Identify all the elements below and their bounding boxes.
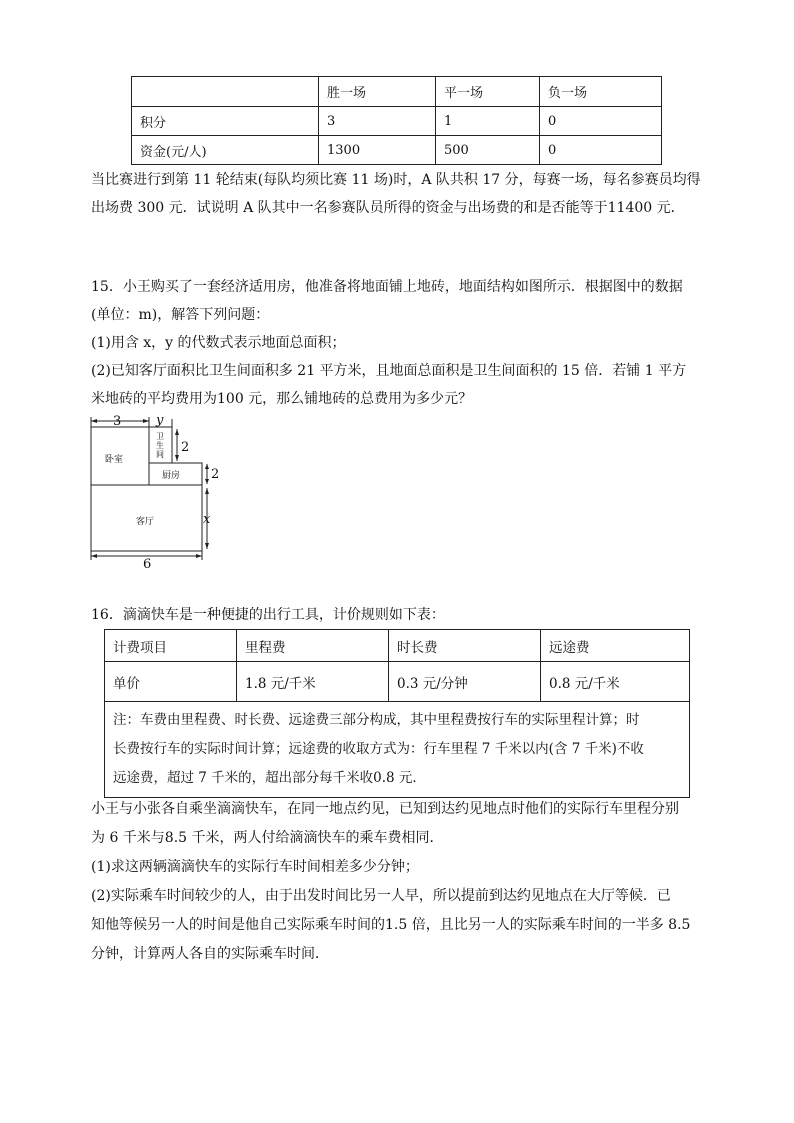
dimension-label: 6	[143, 557, 152, 572]
question-14-text	[91, 166, 711, 222]
text-line: (1)用含 x，y 的代数式表示地面总面积；	[91, 335, 346, 351]
table-cell: 0.8 元/千米	[541, 662, 690, 702]
table-cell: 0	[540, 107, 662, 136]
table-cell: 1	[436, 107, 540, 136]
text-line: (1)求这两辆滴滴快车的实际行车时间相差多少分钟；	[91, 859, 419, 875]
room-label-bathroom: 间	[156, 450, 164, 459]
table-note-row	[105, 702, 690, 798]
text-line: 出场费 300 元．试说明 A 队其中一名参赛队员所得的资金与出场费的和是否能等于11400 元．	[91, 200, 685, 216]
table-header-cell: 胜一场	[319, 77, 436, 107]
room-label-kitchen: 厨房	[162, 471, 181, 481]
table-cell: 3	[319, 107, 436, 136]
room-label-bedroom: 卧室	[105, 455, 124, 465]
fare-table	[104, 629, 690, 798]
text-line: 为 6 千米与8.5 千米，两人付给滴滴快车的乘车费相同．	[91, 830, 444, 846]
room-label-bathroom: 卫	[156, 432, 164, 441]
table-row	[105, 662, 690, 702]
table-cell: 单价	[105, 662, 237, 702]
table-cell: 0	[540, 136, 662, 165]
table-header-row	[105, 630, 690, 662]
table-cell: 1.8 元/千米	[237, 662, 389, 702]
floor-plan-diagram	[86, 410, 226, 575]
table-header-row	[132, 77, 662, 107]
table-header-cell: 里程费	[237, 630, 389, 662]
text-line: (单位：m)，解答下列问题：	[91, 307, 270, 323]
question-15-text	[91, 273, 711, 413]
text-line: 知他等候另一人的时间是他自己实际乘车时间的1.5 倍，且比另一人的实际乘车时间的一半多 8.5	[91, 917, 691, 933]
text-line: 15．小王购买了一套经济适用房，他准备将地面铺上地砖，地面结构如图所示．根据图中的数据	[91, 279, 683, 295]
room-label-bathroom: 生	[156, 441, 164, 450]
dimension-label: x	[203, 512, 211, 527]
note-line: 远途费，超过 7 千米的，超出部分每千米收0.8 元．	[113, 770, 426, 786]
dimension-label: 2	[211, 467, 220, 482]
table-cell: 资金(元/人)	[132, 136, 319, 165]
question-16-intro	[91, 601, 711, 629]
table-header-cell: 负一场	[540, 77, 662, 107]
table-header-cell	[132, 77, 319, 107]
text-line: 小王与小张各自乘坐滴滴快车，在同一地点约见，已知到达约见地点时他们的实际行车里程分别	[91, 801, 679, 817]
dimension-label: 2	[181, 440, 190, 455]
room-label-living-room: 客厅	[136, 517, 155, 527]
text-line: 当比赛进行到第 11 轮结束(每队均须比赛 11 场)时，A 队共积 17 分，每赛一场，每名参赛员均得	[91, 172, 701, 188]
text-line: 16．滴滴快车是一种便捷的出行工具，计价规则如下表：	[91, 607, 445, 623]
table-row	[132, 107, 662, 136]
table-cell: 1300	[319, 136, 436, 165]
text-line: 分钟，计算两人各自的实际乘车时间．	[91, 946, 329, 962]
note-line: 注：车费由里程费、时长费、远途费三部分构成，其中里程费按行车的实际里程计算；时	[113, 712, 640, 728]
table-note	[105, 702, 690, 798]
table-header-cell: 时长费	[389, 630, 541, 662]
scoring-table	[131, 76, 662, 165]
question-16-text	[91, 795, 711, 969]
dimension-label: 3	[113, 414, 122, 429]
note-line: 长费按行车的实际时间计算；远途费的收取方式为：行车里程 7 千米以内(含 7 千米)不收	[113, 741, 644, 757]
table-cell: 积分	[132, 107, 319, 136]
dimension-label: y	[156, 413, 164, 428]
text-line: (2)已知客厅面积比卫生间面积多 21 平方米，且地面总面积是卫生间面积的 15 倍．若铺 1 平方	[91, 363, 687, 379]
table-header-cell: 远途费	[541, 630, 690, 662]
table-cell: 500	[436, 136, 540, 165]
table-header-cell: 平一场	[436, 77, 540, 107]
table-cell: 0.3 元/分钟	[389, 662, 541, 702]
table-row	[132, 136, 662, 165]
table-header-cell: 计费项目	[105, 630, 237, 662]
text-line: (2)实际乘车时间较少的人，由于出发时间比另一人早，所以提前到达约见地点在大厅等候．已	[91, 888, 671, 904]
text-line: 米地砖的平均费用为100 元，那么铺地砖的总费用为多少元？	[91, 391, 473, 407]
